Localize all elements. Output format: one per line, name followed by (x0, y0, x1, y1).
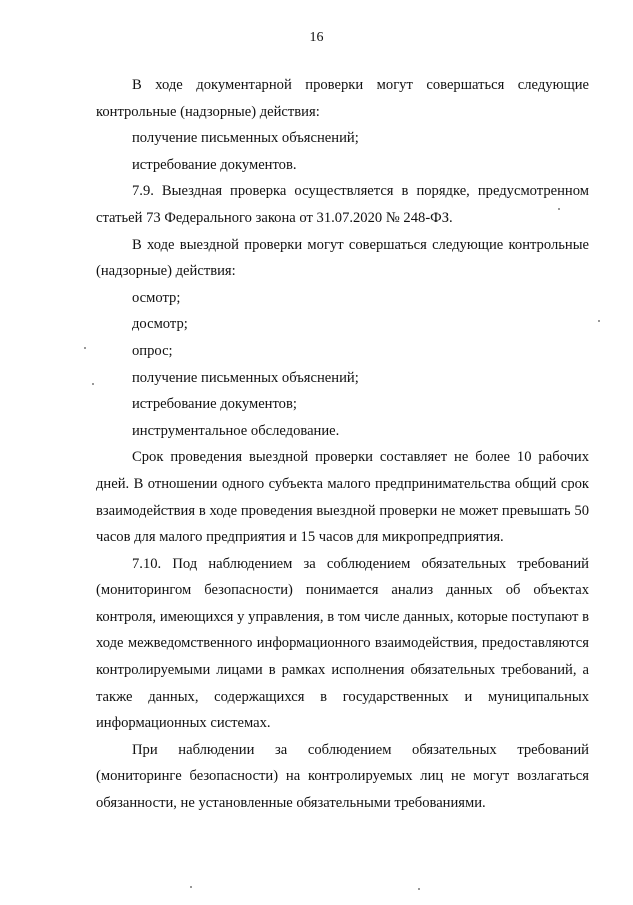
list-item-written-explanations-2: получение письменных объяснений; (132, 369, 359, 386)
document-body (96, 72, 589, 817)
scan-speck (598, 320, 600, 322)
list-item-document-request-2: истребование документов; (132, 396, 297, 413)
list-item-inspection: осмотр; (132, 289, 181, 306)
paragraph-7-10: 7.10. Под наблюдением за соблюдением обязательных требований (мониторингом безопасности) понимается анализ данных об объектах контроля, имеющихся у управления, в том числе данных, которые поступают в ходе межведомственного информационного взаимодействия, предоставляются контролируемыми лицами в рамках исполнения обязательных требований, а также данных, содержащихся в государственных и муниципальных информационных системах. (96, 555, 589, 732)
paragraph-field-check-duration: Срок проведения выездной проверки составляет не более 10 рабочих дней. В отношении одного субъекта малого предпринимательства общий срок взаимодействия в ходе проведения выездной проверки не может превышать 50 часов для малого предприятия и 15 часов для микропредприятия. (96, 449, 589, 546)
paragraph-documentary-actions-intro: В ходе документарной проверки могут совершаться следующие контрольные (надзорные) действия: (96, 77, 589, 120)
list-item-search: досмотр; (132, 316, 188, 333)
list-item-document-request: истребование документов. (132, 156, 297, 173)
paragraph-monitoring-obligations: При наблюдении за соблюдением обязательных требований (мониторинге безопасности) на контролируемых лиц не могут возлагаться обязанности, не установленные обязательными требованиями. (96, 741, 589, 812)
paragraph-7-9: 7.9. Выездная проверка осуществляется в порядке, предусмотренном статьей 73 Федерального закона от 31.07.2020 № 248-ФЗ. (96, 183, 589, 226)
scan-speck (418, 888, 420, 890)
list-item-survey: опрос; (132, 342, 173, 359)
scan-speck (190, 886, 192, 888)
list-item-written-explanations: получение письменных объяснений; (132, 130, 359, 147)
paragraph-field-actions-intro: В ходе выездной проверки могут совершаться следующие контрольные (надзорные) действия: (96, 236, 589, 280)
list-item-instrumental-survey: инструментальное обследование. (132, 422, 340, 439)
scan-speck (84, 347, 86, 349)
scan-speck (558, 208, 560, 210)
page-number: 16 (309, 30, 324, 45)
scan-speck (92, 383, 94, 385)
